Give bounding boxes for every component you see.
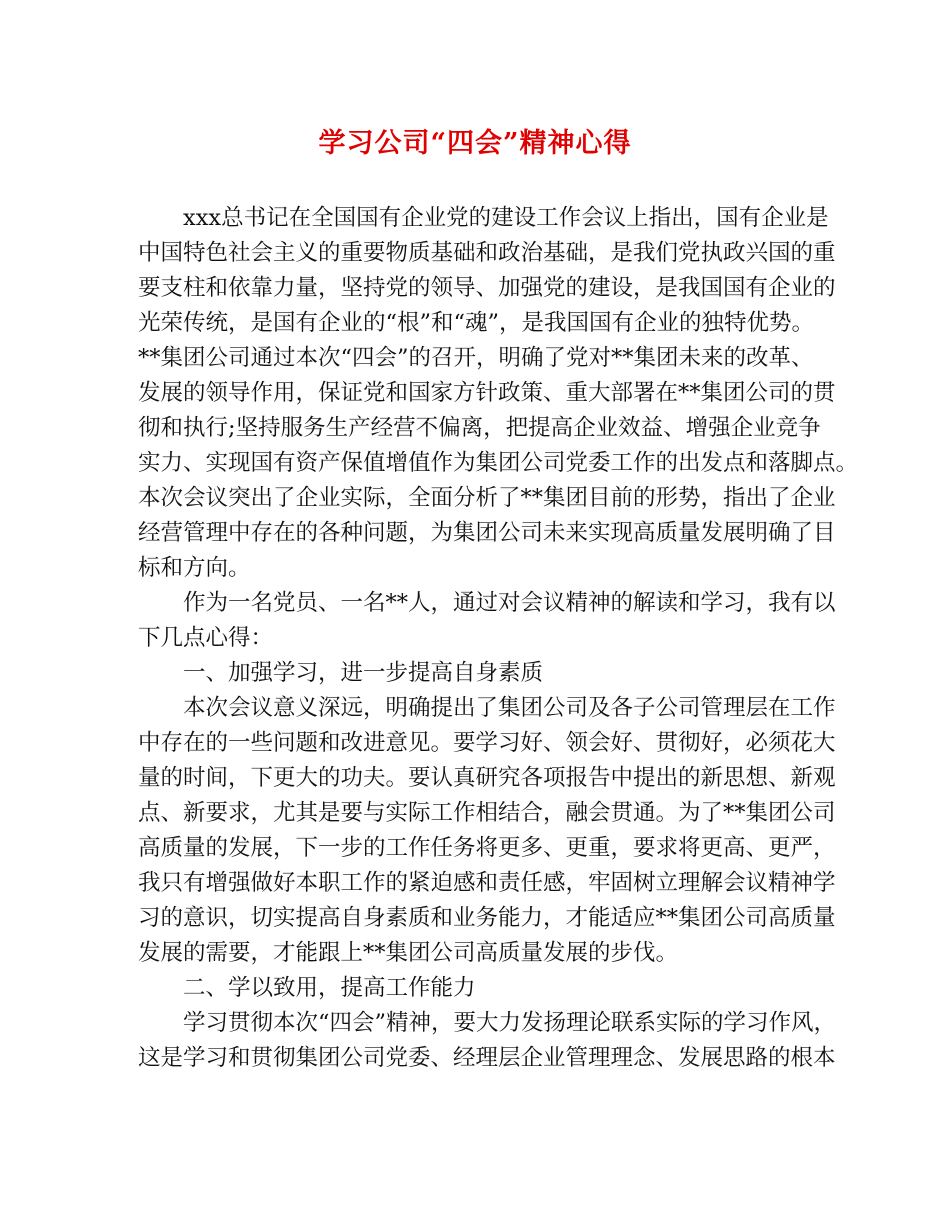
paragraph [138,691,836,971]
document-body [138,201,859,1076]
text-line: 中国特色社会主义的重要物质基础和政治基础，是我们党执政兴国的重 [138,240,836,266]
paragraph [138,201,859,586]
text-line: 本次会议突出了企业实际，全面分析了**集团目前的形势，指出了企业 [138,485,836,511]
text-line: 下几点心得： [138,625,274,651]
text-line: 中存在的一些问题和改进意见。要学习好、领会好、贯彻好，必须花大 [138,730,836,756]
text-line: 高质量的发展，下一步的工作任务将更多、更重，要求将更高、更严， [138,835,836,861]
text-line: 学习贯彻本次“四会”精神，要大力发扬理论联系实际的学习作风， [183,1010,837,1036]
text-line: 发展的需要，才能跟上**集团公司高质量发展的步伐。 [138,940,679,966]
document-title: 学习公司“四会”精神心得 [318,128,632,159]
section-heading [138,656,828,691]
text-line: 习的意识，切实提高自身素质和业务能力，才能适应**集团公司高质量 [138,905,836,931]
text-line: 要支柱和依靠力量，坚持党的领导、加强党的建设，是我国国有企业的 [138,275,836,301]
text-line: xxx总书记在全国国有企业党的建设工作会议上指出，国有企业是 [183,205,829,231]
text-line: 我只有增强做好本职工作的紧迫感和责任感，牢固树立理解会议精神学 [138,870,836,896]
text-line: 一、加强学习，进一步提高自身素质 [183,660,544,686]
text-line: 光荣传统，是国有企业的“根”和“魂”，是我国国有企业的独特优势。 [138,310,815,336]
section-heading [138,971,828,1006]
text-line: 二、学以致用，提高工作能力 [183,975,476,1001]
text-line: 经营管理中存在的各种问题，为集团公司未来实现高质量发展明确了目 [138,520,836,546]
text-line: 标和方向。 [138,555,251,581]
text-line: 实力、实现国有资产保值增值作为集团公司党委工作的出发点和落脚点。 [138,450,859,476]
paragraph [138,1006,837,1076]
text-line: 这是学习和贯彻集团公司党委、经理层企业管理理念、发展思路的根本 [138,1045,836,1071]
text-line: 本次会议意义深远，明确提出了集团公司及各子公司管理层在工作 [183,695,836,721]
text-line: 彻和执行;坚持服务生产经营不偏离，把提高企业效益、增强企业竞争 [138,415,821,441]
text-line: 作为一名党员、一名**人，通过对会议精神的解读和学习，我有以 [183,590,836,616]
text-line: 点、新要求，尤其是要与实际工作相结合，融会贯通。为了**集团公司 [138,800,836,826]
text-line: 发展的领导作用，保证党和国家方针政策、重大部署在**集团公司的贯 [138,380,836,406]
paragraph [138,586,836,656]
text-line: **集团公司通过本次“四会”的召开，明确了党对**集团未来的改革、 [138,345,814,371]
text-line: 量的时间，下更大的功夫。要认真研究各项报告中提出的新思想、新观 [138,765,836,791]
